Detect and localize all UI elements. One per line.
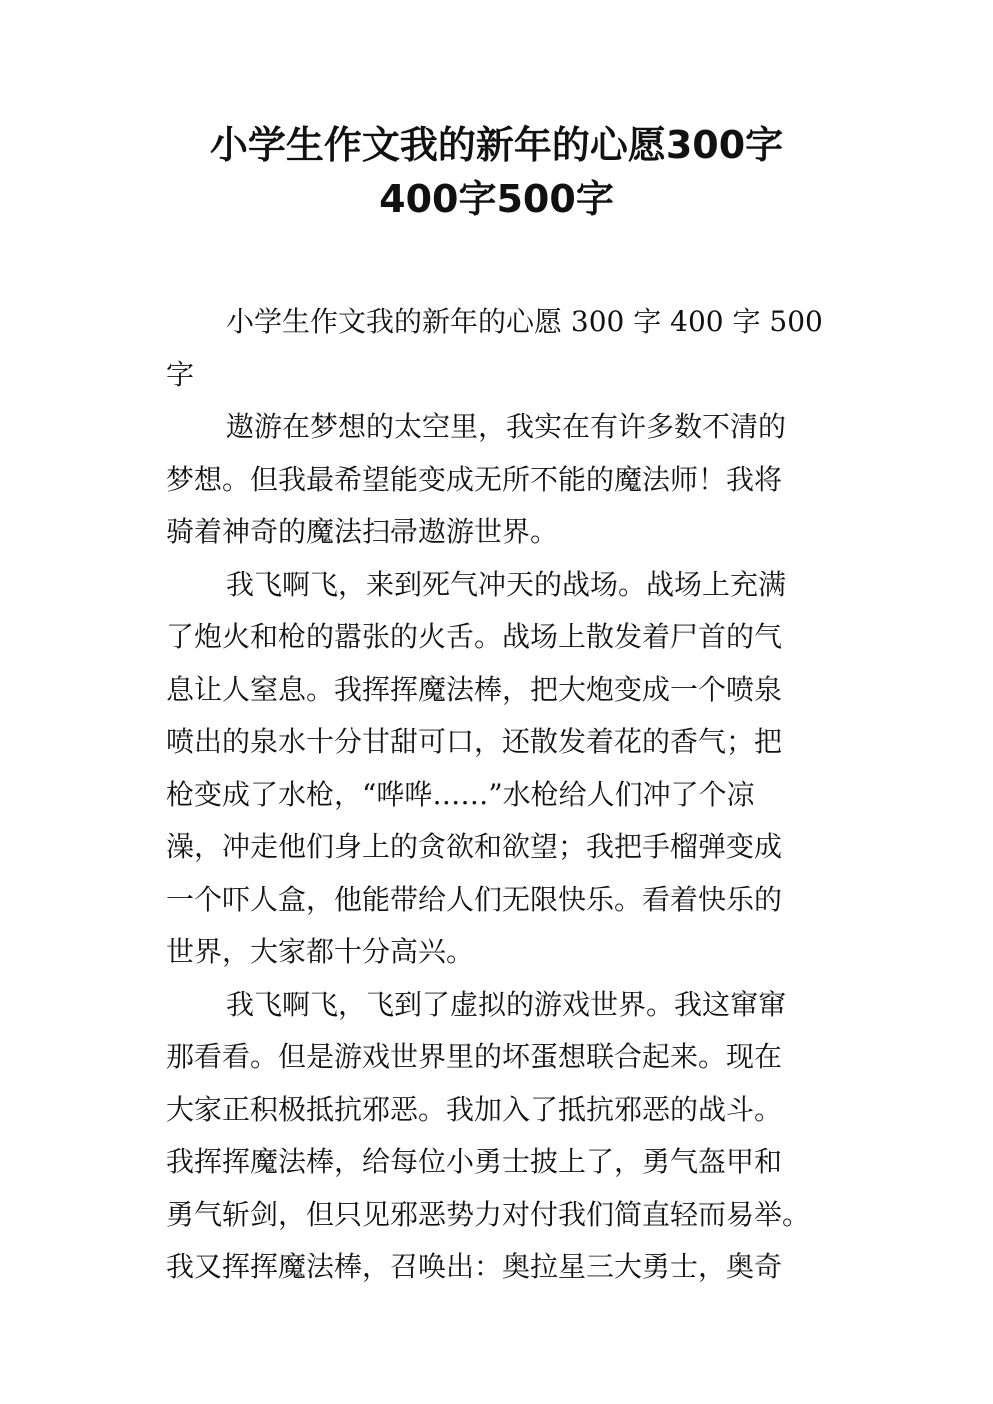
text-line: 世界，大家都十分高兴。 (166, 935, 475, 968)
text-line: 澡，冲走他们身上的贪欲和欲望；我把手榴弹变成 (166, 830, 783, 863)
text-line: 一个吓人盒，他能带给人们无限快乐。看着快乐的 (166, 882, 783, 916)
text-line: 枪变成了水枪，“哗哗……”水枪给人们冲了个凉 (166, 777, 755, 811)
document-title (0, 118, 993, 226)
text-line: 骑着神奇的魔法扫帚遨游世界。 (166, 515, 559, 548)
text-line: 大家正积极抵抗邪恶。我加入了抵抗邪恶的战斗。 (166, 1092, 783, 1126)
text-line: 我飞啊飞，来到死气冲天的战场。战场上充满 (226, 567, 787, 601)
text-line: 遨游在梦想的太空里，我实在有许多数不清的 (226, 410, 787, 443)
text-line: 喷出的泉水十分甘甜可口，还散发着花的香气；把 (166, 725, 783, 758)
text-line: 那看看。但是游戏世界里的坏蛋想联合起来。现在 (166, 1040, 783, 1073)
text-line: 我飞啊飞，飞到了虚拟的游戏世界。我这窜窜 (226, 987, 787, 1021)
text-line: 了炮火和枪的嚣张的火舌。战场上散发着尸首的气 (166, 620, 783, 653)
text-line: 勇气斩剑，但只见邪恶势力对付我们简直轻而易举。 (166, 1197, 811, 1231)
paragraph (166, 401, 841, 559)
text-line: 字 (166, 357, 195, 391)
text-line: 我又挥挥魔法棒，召唤出：奥拉星三大勇士，奥奇 (166, 1250, 783, 1283)
document-body (166, 296, 841, 1294)
title-line: 400字500字 (379, 177, 614, 221)
text-line: 小学生作文我的新年的心愿 300 字 400 字 500 (226, 305, 823, 338)
text-line: 息让人窒息。我挥挥魔法棒，把大炮变成一个喷泉 (166, 672, 783, 706)
paragraph (166, 296, 841, 401)
text-line: 梦想。但我最希望能变成无所不能的魔法师！我将 (166, 462, 783, 496)
paragraph (166, 559, 841, 979)
text-line: 我挥挥魔法棒，给每位小勇士披上了，勇气盔甲和 (166, 1145, 783, 1178)
title-line: 小学生作文我的新年的心愿300字 (209, 123, 784, 167)
paragraph (166, 979, 841, 1294)
